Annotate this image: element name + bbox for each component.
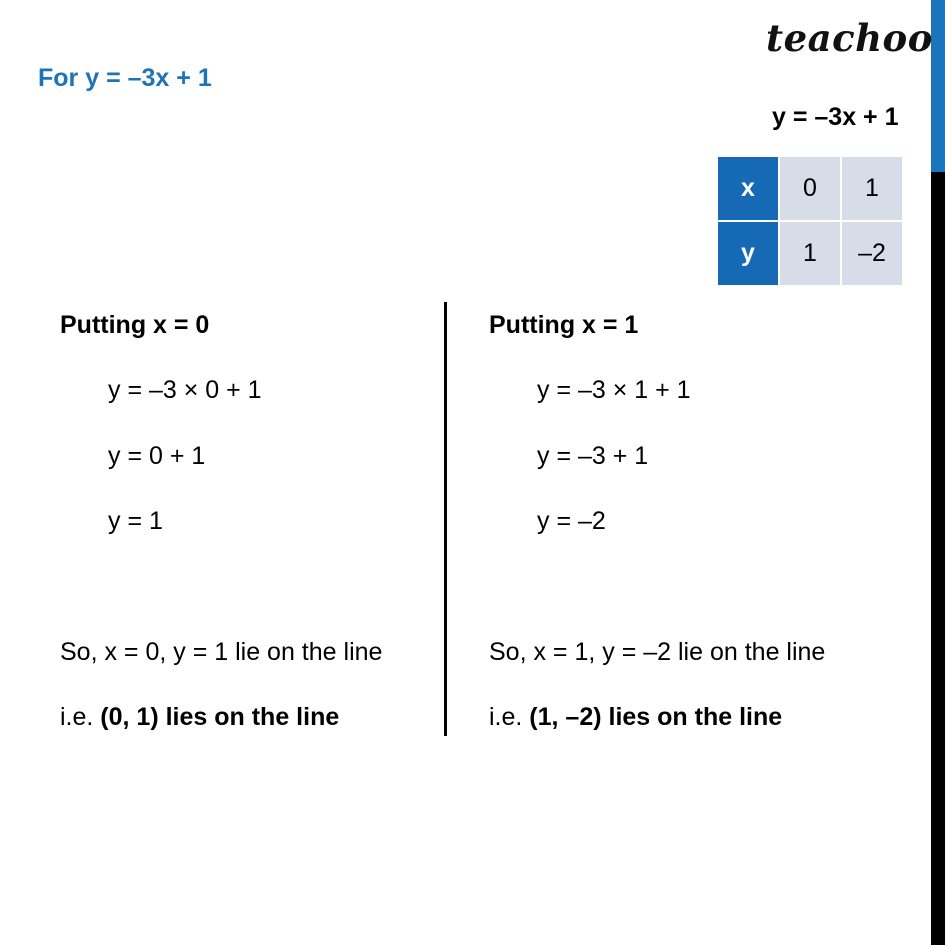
right-title: Putting x = 1 xyxy=(489,311,639,339)
right-ie-line xyxy=(489,703,782,732)
table-cell-y0: 1 xyxy=(779,221,841,286)
left-ie-prefix: i.e. xyxy=(60,703,101,731)
left-ie-line xyxy=(60,703,339,732)
column-divider xyxy=(444,302,447,736)
right-ie-result: (1, –2) lies on the line xyxy=(529,703,783,731)
right-conclusion: So, x = 1, y = –2 lie on the line xyxy=(489,638,826,666)
table-cell-x0: 0 xyxy=(779,156,841,221)
teachoo-logo: teachoo xyxy=(766,16,933,60)
right-step-3: y = –2 xyxy=(537,507,606,535)
page-heading: For y = –3x + 1 xyxy=(38,64,212,92)
right-ie-prefix: i.e. xyxy=(489,703,530,731)
table-cell-x1: 1 xyxy=(841,156,903,221)
xy-table xyxy=(716,155,904,287)
table-header-x: x xyxy=(717,156,779,221)
left-conclusion: So, x = 0, y = 1 lie on the line xyxy=(60,638,383,666)
left-step-2: y = 0 + 1 xyxy=(108,442,206,470)
right-step-2: y = –3 + 1 xyxy=(537,442,649,470)
left-title: Putting x = 0 xyxy=(60,311,210,339)
left-step-1: y = –3 × 0 + 1 xyxy=(108,376,262,404)
equation-label: y = –3x + 1 xyxy=(772,103,899,131)
table-row-x xyxy=(717,156,903,221)
left-ie-result: (0, 1) lies on the line xyxy=(100,703,340,731)
table-header-y: y xyxy=(717,221,779,286)
left-step-3: y = 1 xyxy=(108,507,163,535)
table-row-y xyxy=(717,221,903,286)
sidebar-accent-bar xyxy=(931,0,945,172)
table-cell-y1: –2 xyxy=(841,221,903,286)
right-step-1: y = –3 × 1 + 1 xyxy=(537,376,691,404)
